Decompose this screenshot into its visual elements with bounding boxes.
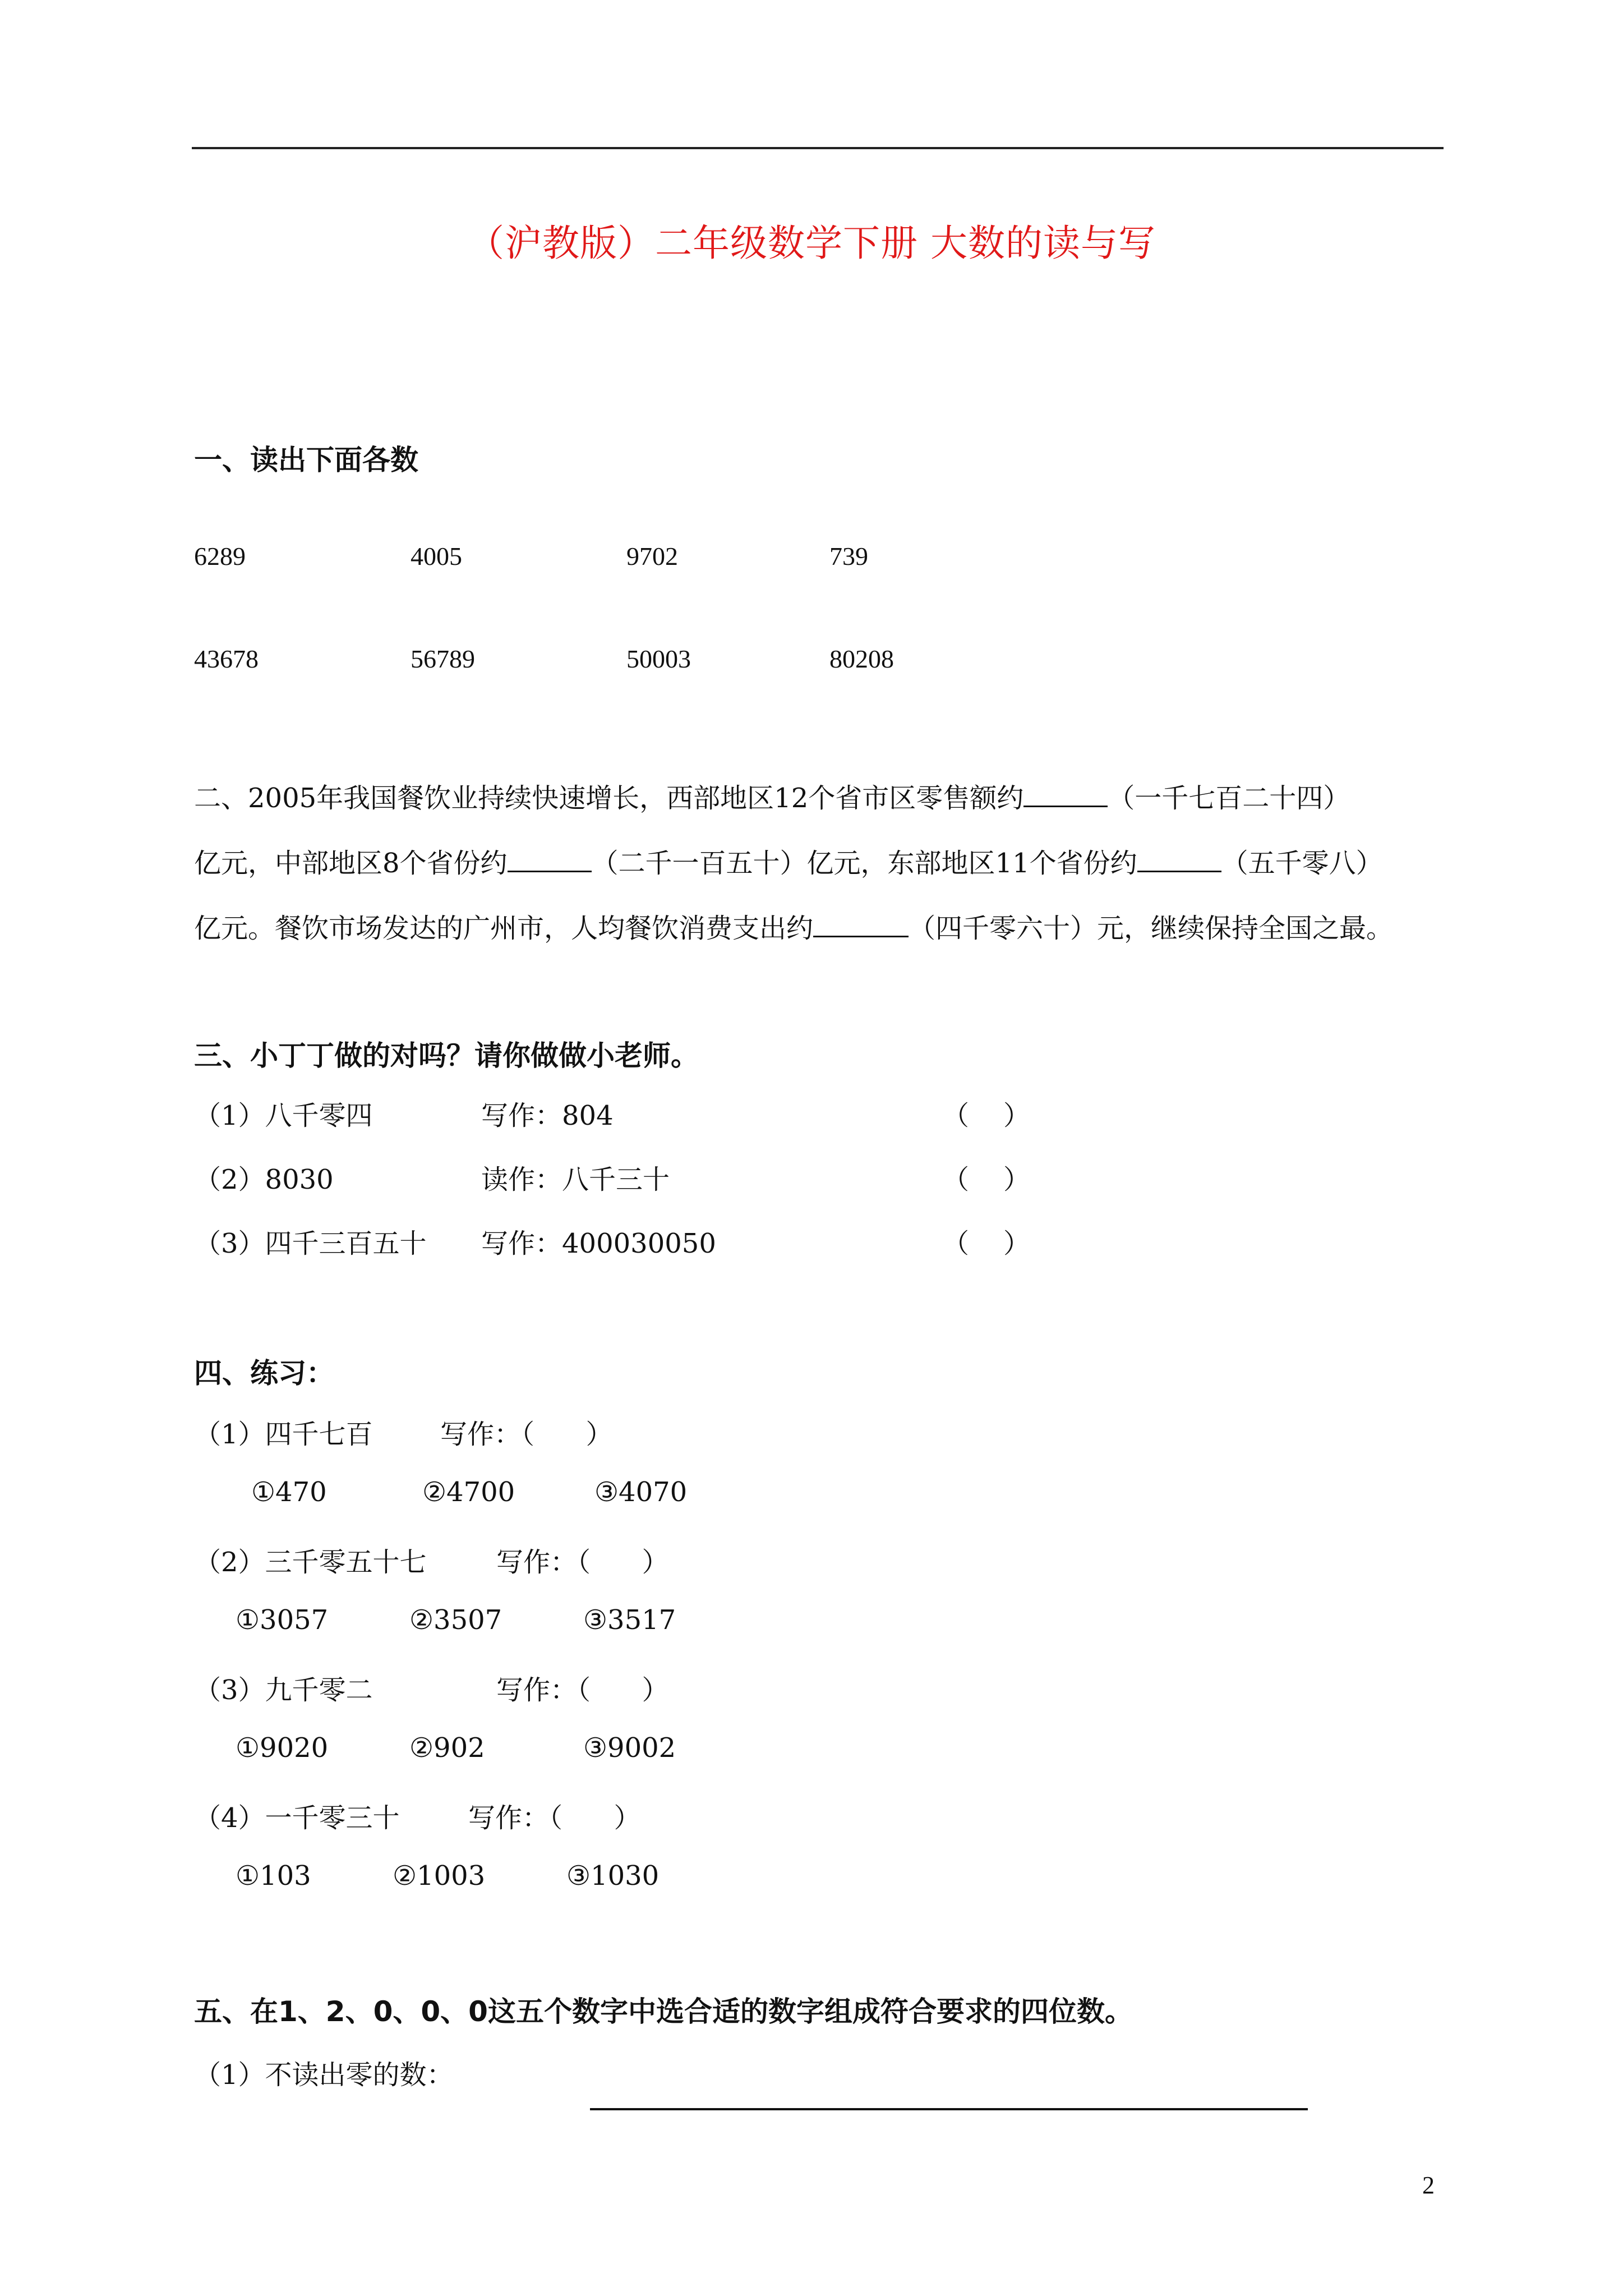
judge-item-label: （1）八千零四 <box>194 1100 373 1131</box>
exercise-question: （2）三千零五十七 <box>194 1547 427 1578</box>
option-2[interactable]: ②902 <box>409 1732 485 1764</box>
exercise-question: （1）四千七百 <box>194 1419 373 1450</box>
answer-line[interactable] <box>590 2108 1308 2110</box>
section-2-line-2 <box>194 841 1383 880</box>
option-1[interactable]: ①3057 <box>236 1604 329 1636</box>
header-rule <box>192 147 1444 149</box>
option-1[interactable]: ①9020 <box>236 1732 329 1764</box>
judge-answer-box[interactable]: （ ） <box>942 1228 1031 1259</box>
exercise-answer-box[interactable]: 写作：（ ） <box>496 1547 669 1578</box>
section-2-text: （一千七百二十四） <box>1108 783 1350 814</box>
judge-item-label: （3）四千三百五十 <box>194 1228 427 1259</box>
section-2-text: （二千一百五十）亿元，东部地区11个省份约 <box>591 848 1137 879</box>
option-1[interactable]: ①470 <box>251 1476 327 1508</box>
section-2-text: 亿元。餐饮市场发达的广州市，人均餐饮消费支出约 <box>194 913 814 944</box>
number-item: 9702 <box>626 542 678 570</box>
option-3[interactable]: ③4070 <box>594 1476 688 1508</box>
exercise-question: （3）九千零二 <box>194 1674 373 1706</box>
number-item: 50003 <box>626 645 691 673</box>
number-item: 56789 <box>411 645 475 673</box>
section-5-item-1: （1）不读出零的数： <box>194 2059 454 2091</box>
fill-blank[interactable] <box>1023 783 1108 807</box>
judge-answer-box[interactable]: （ ） <box>942 1164 1031 1195</box>
section-2-text: 亿元，中部地区8个省份约 <box>194 848 508 879</box>
section-3-heading: 三、小丁丁做的对吗？请你做做小老师。 <box>194 1039 699 1072</box>
number-item: 4005 <box>411 542 462 570</box>
fill-blank[interactable] <box>813 913 909 937</box>
fill-blank[interactable] <box>508 848 592 872</box>
option-2[interactable]: ②1003 <box>393 1860 486 1892</box>
number-item: 739 <box>829 542 868 570</box>
section-1-heading: 一、读出下面各数 <box>194 444 418 476</box>
option-3[interactable]: ③9002 <box>583 1732 676 1764</box>
option-1[interactable]: ①103 <box>236 1860 311 1892</box>
judge-item-text: 写作：400030050 <box>481 1228 716 1259</box>
section-5-heading: 五、在1、2、0、0、0这五个数字中选合适的数字组成符合要求的四位数。 <box>194 1995 1133 2028</box>
judge-item-label: （2）8030 <box>194 1164 334 1195</box>
exercise-question: （4）一千零三十 <box>194 1802 400 1834</box>
exercise-answer-box[interactable]: 写作：（ ） <box>440 1419 613 1450</box>
section-2-text: 二、2005年我国餐饮业持续快速增长，西部地区12个省市区零售额约 <box>194 783 1024 814</box>
option-2[interactable]: ②3507 <box>409 1604 502 1636</box>
page-number: 2 <box>1422 2171 1435 2199</box>
number-item: 43678 <box>194 645 259 673</box>
option-3[interactable]: ③3517 <box>583 1604 676 1636</box>
page-title: （沪教版）二年级数学下册 大数的读与写 <box>467 222 1156 265</box>
section-2-text: （四千零六十）元，继续保持全国之最。 <box>909 913 1394 944</box>
judge-answer-box[interactable]: （ ） <box>942 1100 1031 1131</box>
exercise-answer-box[interactable]: 写作：（ ） <box>468 1802 641 1834</box>
judge-item-text: 写作：804 <box>481 1100 614 1131</box>
section-4-heading: 四、练习： <box>194 1357 334 1389</box>
option-2[interactable]: ②4700 <box>422 1476 515 1508</box>
section-2-line-1 <box>194 776 1350 815</box>
option-3[interactable]: ③1030 <box>566 1860 660 1892</box>
exercise-answer-box[interactable]: 写作：（ ） <box>496 1674 669 1706</box>
number-item: 6289 <box>194 542 246 570</box>
fill-blank[interactable] <box>1137 848 1221 872</box>
number-item: 80208 <box>829 645 894 673</box>
section-2-text: （五千零八） <box>1221 848 1383 879</box>
judge-item-text: 读作：八千三十 <box>481 1164 670 1195</box>
section-2-line-3 <box>194 907 1393 945</box>
